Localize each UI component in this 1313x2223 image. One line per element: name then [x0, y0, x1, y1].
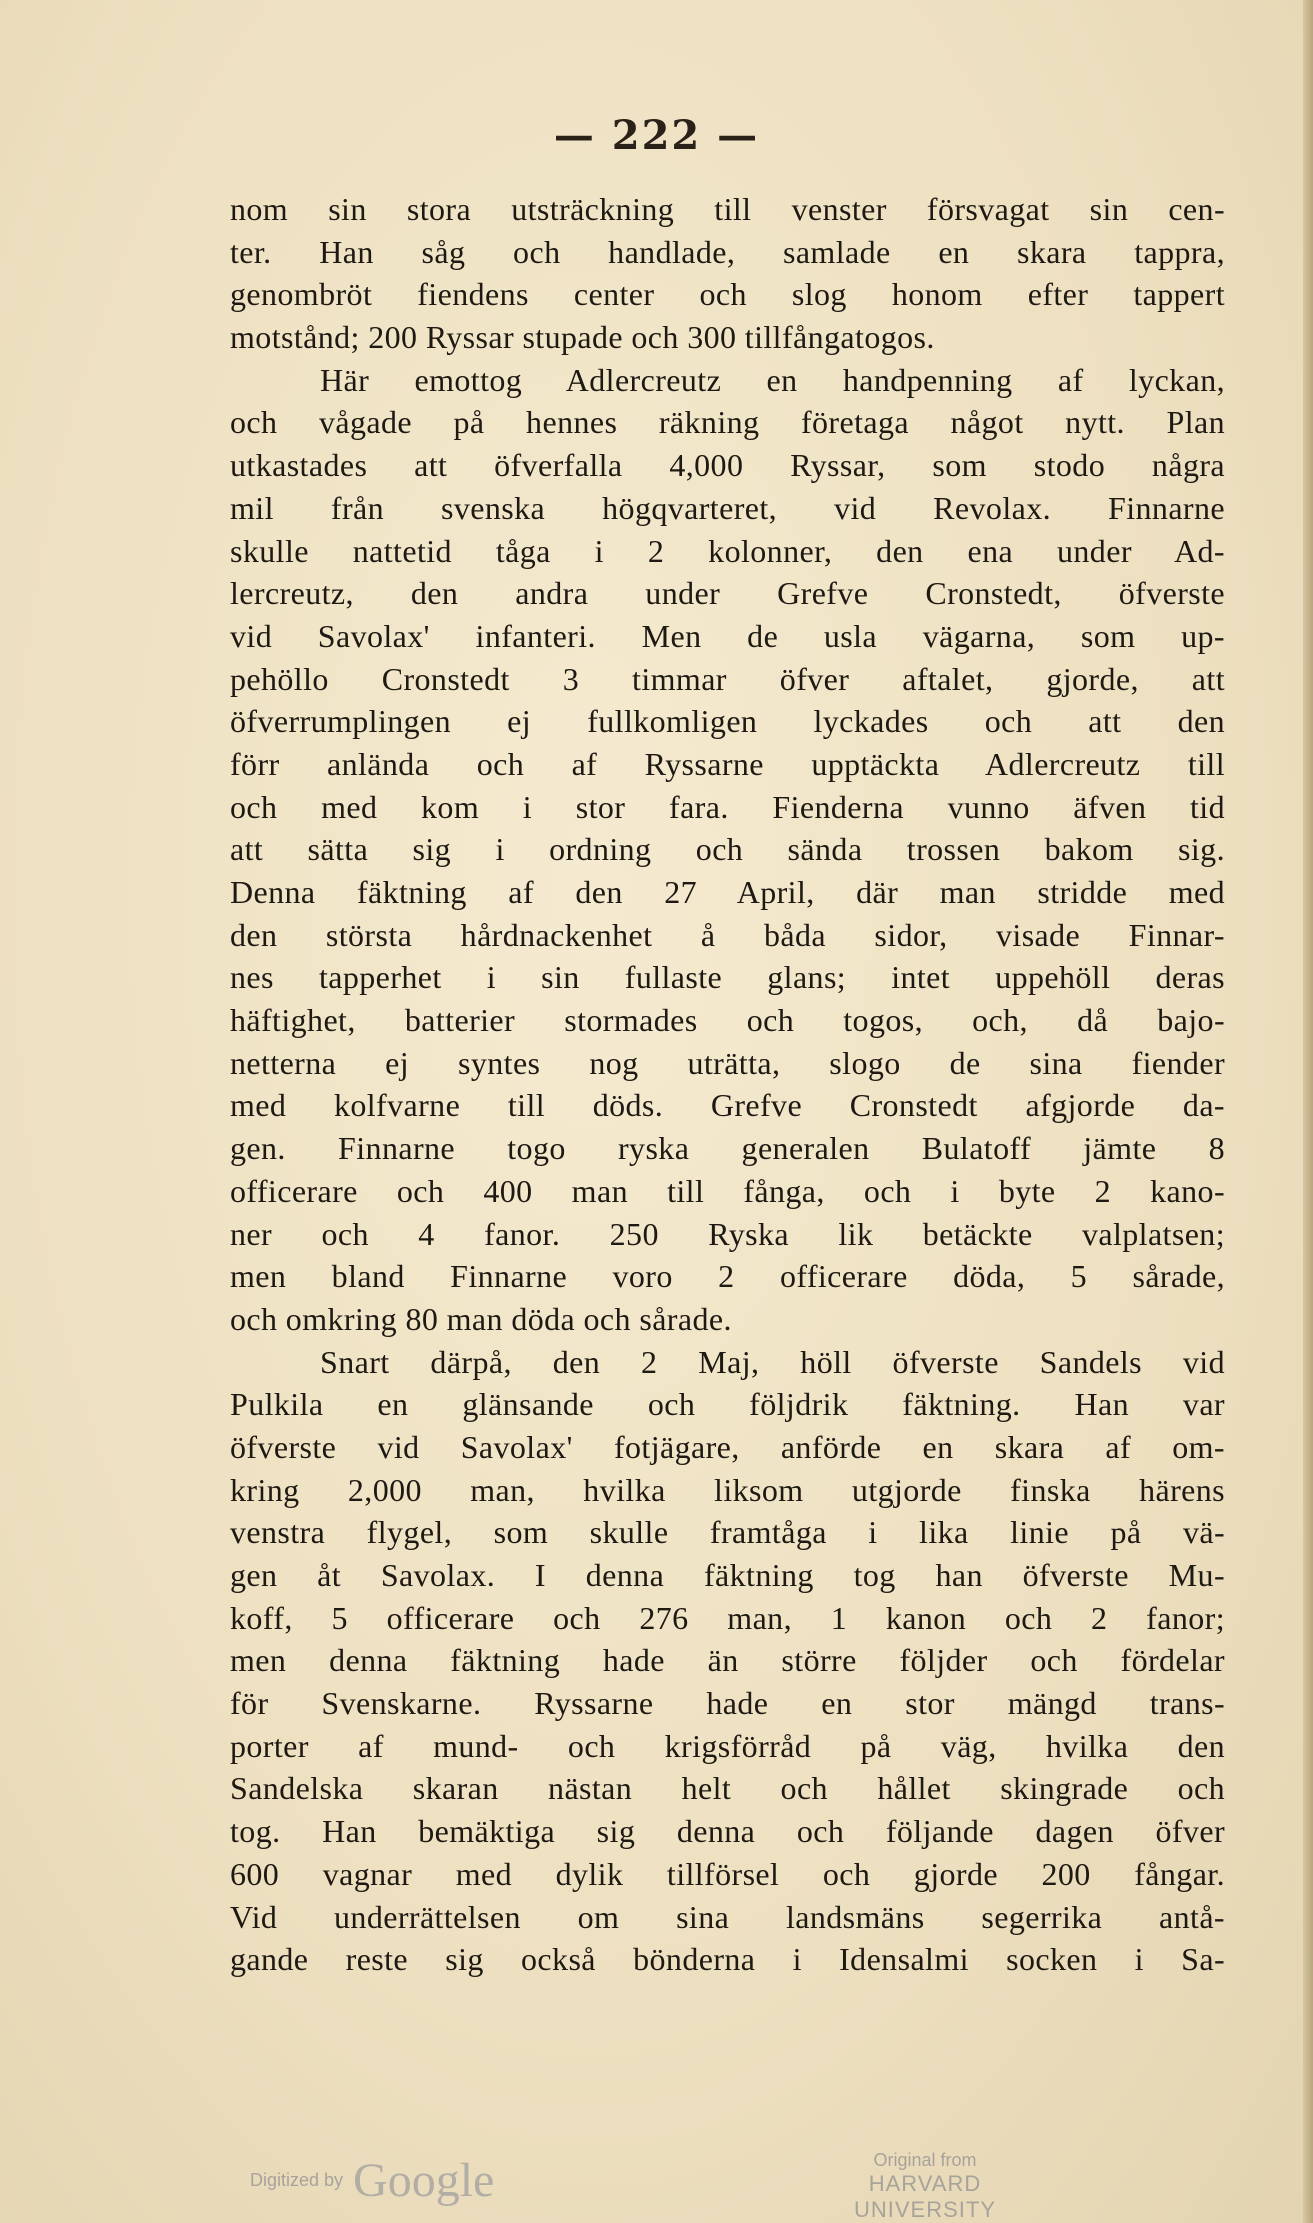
text-line: ter. Han såg och handlade, samlade en skara tappra,	[230, 233, 1225, 270]
text-line: venstra flygel, som skulle framtåga i lika linie på vä-	[230, 1514, 1225, 1551]
body-text	[230, 188, 1225, 1981]
text-line: Pulkila en glänsande och följdrik fäktning. Han var	[230, 1386, 1225, 1423]
institution-label: HARVARD UNIVERSITY	[853, 2171, 997, 2222]
text-line: och med kom i stor fara. Fienderna vunno äfven tid	[230, 788, 1225, 825]
google-logo: Google	[353, 2153, 495, 2207]
original-from-label: Original from	[873, 2150, 977, 2170]
source-watermark	[800, 2150, 1050, 2222]
text-line: tog. Han bemäktiga sig denna och följande dagen öfver	[230, 1813, 1225, 1850]
text-line: gen åt Savolax. I denna fäktning tog han öfverste Mu-	[230, 1557, 1225, 1593]
text-line: och vågade på hennes räkning företaga något nytt. Plan	[230, 404, 1225, 441]
text-line: med kolfvarne till döds. Grefve Cronstedt afgjorde da-	[230, 1087, 1225, 1124]
digitized-label: Digitized by	[250, 2169, 344, 2190]
text-line: mil från svenska högqvarteret, vid Revolax. Finnarne	[230, 489, 1225, 526]
digitized-watermark	[250, 2150, 494, 2210]
text-line: pehöllo Cronstedt 3 timmar öfver aftalet, gjorde, att	[230, 660, 1225, 697]
text-line: gande reste sig också bönderna i Idensalmi socken i Sa-	[230, 1941, 1225, 1978]
text-line: motstånd; 200 Ryssar stupade och 300 tillfångatogos.	[230, 319, 935, 356]
text-line: genombröt fiendens center och slog honom efter tappert	[230, 276, 1225, 313]
text-line: kring 2,000 man, hvilka liksom utgjorde finska härens	[230, 1471, 1225, 1508]
text-line: lercreutz, den andra under Grefve Cronstedt, öfverste	[230, 575, 1225, 612]
text-line: men denna fäktning hade än större följder och fördelar	[230, 1642, 1225, 1679]
text-line: öfverrumplingen ej fullkomligen lyckades och att den	[230, 703, 1225, 740]
text-line: Vid underrättelsen om sina landsmäns segerrika antå-	[230, 1898, 1225, 1935]
text-line: och omkring 80 man döda och sårade.	[230, 1300, 732, 1337]
page-edge	[1303, 0, 1313, 2223]
text-line: nes tapperhet i sin fullaste glans; intet uppehöll deras	[230, 959, 1225, 996]
text-line: skulle nattetid tåga i 2 kolonner, den ena under Ad-	[230, 532, 1225, 569]
text-line: Snart därpå, den 2 Maj, höll öfverste Sandels vid	[320, 1343, 1225, 1380]
text-line: porter af mund- och krigsförråd på väg, hvilka den	[230, 1727, 1225, 1764]
text-line: häftighet, batterier stormades och togos, och, då bajo-	[230, 1002, 1225, 1039]
text-line: men bland Finnarne voro 2 officerare döda, 5 sårade,	[230, 1258, 1225, 1295]
text-line: 600 vagnar med dylik tillförsel och gjorde 200 fångar.	[230, 1855, 1225, 1892]
text-line: koff, 5 officerare och 276 man, 1 kanon och 2 fanor;	[230, 1599, 1225, 1636]
text-line: nom sin stora utsträckning till venster försvagat sin cen-	[230, 191, 1225, 227]
text-line: Här emottog Adlercreutz en handpenning af lyckan,	[320, 361, 1225, 398]
text-line: officerare och 400 man till fånga, och i byte 2 kano-	[230, 1172, 1225, 1209]
page-number: — 222 —	[553, 112, 760, 159]
text-line: utkastades att öfverfalla 4,000 Ryssar, som stodo några	[230, 447, 1225, 484]
text-line: Denna fäktning af den 27 April, där man stridde med	[230, 874, 1225, 910]
text-line: ner och 4 fanor. 250 Ryska lik betäckte valplatsen;	[230, 1215, 1225, 1252]
text-line: netterna ej syntes nog uträtta, slogo de sina fiender	[230, 1044, 1225, 1081]
text-line: förr anlända och af Ryssarne upptäckta Adlercreutz till	[230, 745, 1225, 782]
text-line: Sandelska skaran nästan helt och hållet skingrade och	[230, 1770, 1225, 1807]
text-line: den största hårdnackenhet å båda sidor, visade Finnar-	[230, 916, 1225, 953]
text-line: att sätta sig i ordning och sända trossen bakom sig.	[230, 831, 1225, 868]
text-line: gen. Finnarne togo ryska generalen Bulatoff jämte 8	[230, 1130, 1225, 1167]
text-line: för Svenskarne. Ryssarne hade en stor mängd trans-	[230, 1685, 1225, 1722]
text-line: öfverste vid Savolax' fotjägare, anförde en skara af om-	[230, 1428, 1225, 1465]
text-line: vid Savolax' infanteri. Men de usla vägarna, som up-	[230, 617, 1225, 654]
